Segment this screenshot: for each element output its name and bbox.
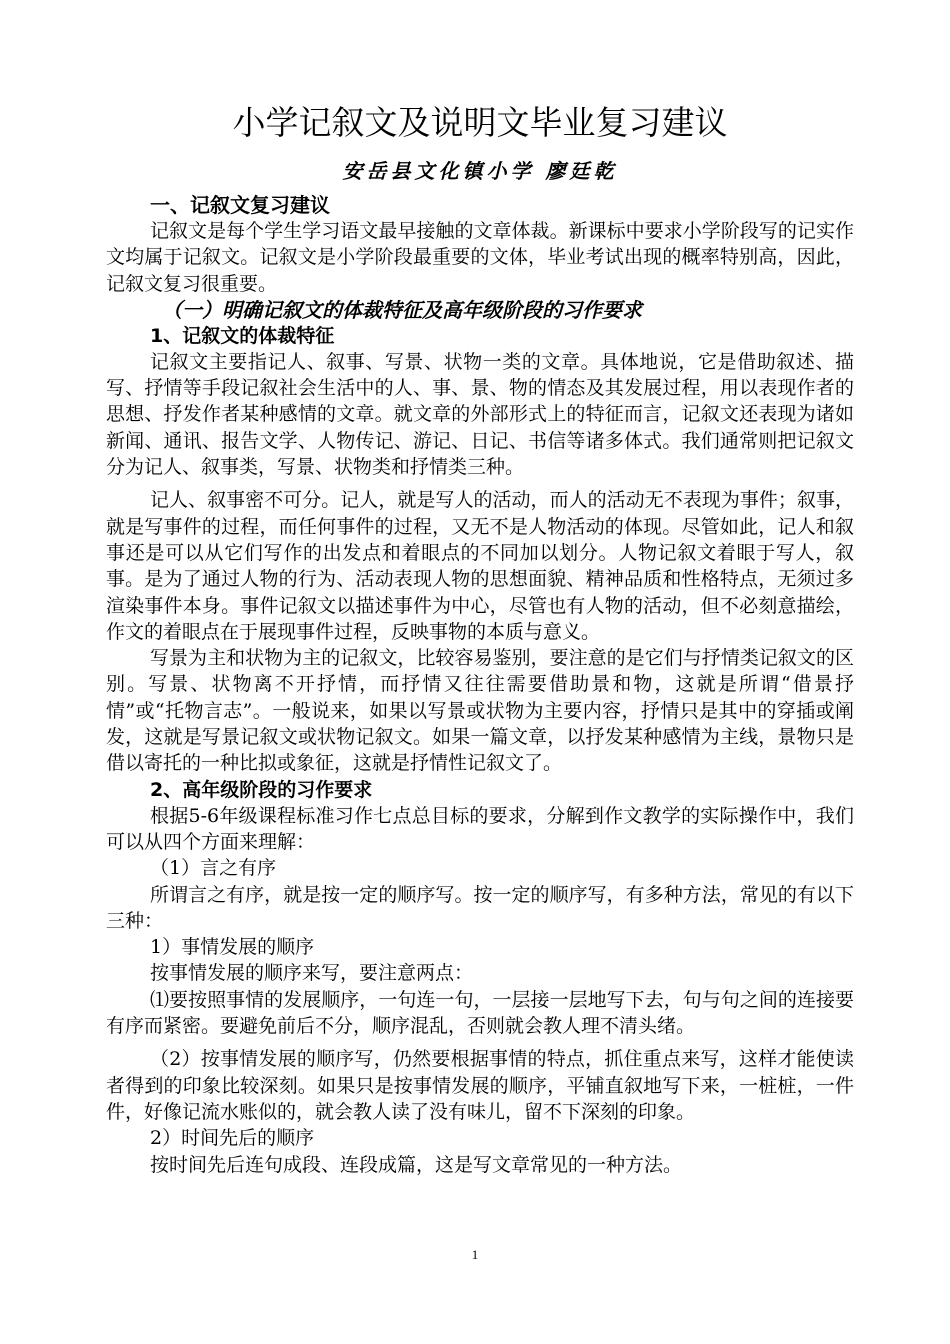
- point-heading: 1、记叙文的体裁特征: [150, 324, 335, 347]
- paragraph: 所谓言之有序，就是按一定的顺序写。按一定的顺序写，有多种方法，常见的有以下三种：: [106, 883, 854, 932]
- point-heading: 2、高年级阶段的习作要求: [150, 778, 373, 801]
- list-item: （1）言之有序: [150, 857, 277, 880]
- paragraph: 根据5-6年级课程标准习作七点总目标的要求，分解到作文教学的实际操作中，我们可以从四个方面来理解：: [106, 804, 854, 853]
- paragraph-intro: 记叙文是每个学生学习语文最早接触的文章体裁。新课标中要求小学阶段写的记实作文均属于记叙文。记叙文是小学阶段最重要的文体，毕业考试出现的概率特别高，因此，记叙文复习很重要。: [106, 220, 854, 295]
- paragraph: 记人、叙事密不可分。记人，就是写人的活动，而人的活动无不表现为事件；叙事，就是写事件的过程，而任何事件的过程，又无不是人物活动的体现。尽管如此，记人和叙事还是可以从它们写作的出发点和着眼点的不同加以划分。人物记叙文着眼于写人，叙事。是为了通过人物的行为、活动表现人物的思想面貌、精神品质和性格特点，无须过多渲染事件本身。事件记叙文以描述事件为中心，尽管也有人物的活动，但不必刻意描绘，作文的着眼点在于展现事件过程，反映事物的本质与意义。: [106, 489, 854, 643]
- paragraph: 按事情发展的顺序来写，要注意两点：: [150, 962, 474, 985]
- list-item: 2）时间先后的顺序: [150, 1127, 315, 1150]
- paragraph: 记叙文主要指记人、叙事、写景、状物一类的文章。具体地说，它是借助叙述、描写、抒情等手段记叙社会生活中的人、事、景、物的情态及其发展过程，用以表现作者的思想、抒发作者某种感情的文章。就文章的外部形式上的特征而言，记叙文还表现为诸如新闻、通讯、报告文学、人物传记、游记、日记、书信等诸多体式。我们通常则把记叙文分为记人、叙事类，写景、状物类和抒情类三种。: [106, 350, 854, 479]
- section-heading: 一、记叙文复习建议: [150, 193, 330, 217]
- list-item: 1）事情发展的顺序: [150, 936, 315, 959]
- subsection-heading: （一）明确记叙文的体裁特征及高年级阶段的习作要求: [162, 297, 642, 322]
- paragraph: 写景为主和状物为主的记叙文，比较容易鉴别，要注意的是它们与抒情类记叙文的区别。写景、状物离不开抒情，而抒情又往往需要借助景和物，这就是所谓“借景抒情”或“托物言志”。一般说来，如果以写景或状物为主要内容，抒情只是其中的穿插或阐发，这就是写景记叙文或状物记叙文。如果一篇文章，以抒发某种感情为主线，景物只是借以寄托的一种比拟或象征，这就是抒情性记叙文了。: [106, 647, 854, 775]
- paragraph: 按时间先后连句成段、连段成篇，这是写文章常见的一种方法。: [150, 1153, 683, 1176]
- author-line: 安岳县文化镇小学 廖廷乾: [342, 159, 618, 183]
- paragraph: （2）按事情发展的顺序写，仍然要根据事情的特点，抓住重点来写，这样才能使读者得到的印象比较深刻。如果只是按事情发展的顺序，平铺直叙地写下来，一桩桩，一件件，好像记流水账似的，就会教人读了没有味儿，留不下深刻的印象。: [106, 1048, 854, 1123]
- document-body: [106, 100, 854, 1178]
- paragraph: ⑴要按照事情的发展顺序，一句连一句，一层接一层地写下去，句与句之间的连接要有序而紧密。要避免前后不分，顺序混乱，否则就会教人理不清头绪。: [106, 988, 854, 1038]
- page-number: 1: [471, 1247, 479, 1262]
- document-title: 小学记叙文及说明文毕业复习建议: [232, 103, 728, 142]
